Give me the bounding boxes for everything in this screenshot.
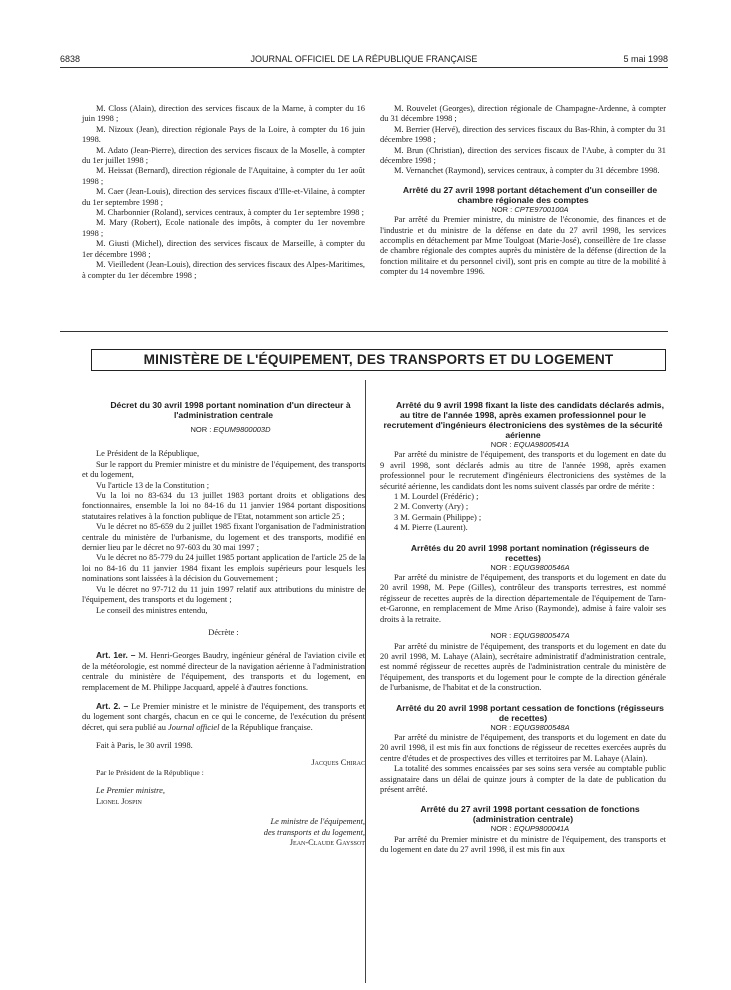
list-item: M. Vieilledent (Jean-Louis), direction des services fiscaux des Alpes-Maritimes, à compter du 1er décembre 1998 ; [82, 260, 365, 280]
list-item: M. Heissat (Bernard), direction régionale de l'Aquitaine, à compter du 1er août 1998 ; [82, 166, 365, 186]
article-1: Art. 1er. – M. Henri-Georges Baudry, ingénieur général de l'aviation civile et de la météorologie, est nommé directeur de la navigation aérienne à l'administration centrale du ministère de l'équipement, des transports et du logement, en remplacement de M. Philippe Jacquard, appelé à d'autres fonctions. [82, 650, 365, 692]
arrete-body: Par arrêté du ministre de l'équipement, des transports et du logement en date du 20 avril 1998, M. Pepe (Gilles), contrôleur des transports terrestres, est nommé régisseur de recettes auprès de la direction départementale de l'équipement de Tarn-et-Garonne, en remplacement de Mme Ariso (Raymonde), admise à faire valoir ses droits à la retraite. [380, 573, 666, 624]
nor-reference: NOR : EQUP9800041A [490, 824, 570, 834]
arrete-body: Par arrêté du ministre de l'équipement, des transports et du logement en date du 20 avril 1998, il est mis fin aux fonctions de régisseur de recettes exercées auprès du centre d'études et de prospectives des villes et territoires par M. Lahaye (Alain). [380, 732, 666, 763]
visa: Vu le décret no 85-779 du 24 juillet 1985 portant application de l'article 25 de la loi no 84-16 du 11 janvier 1984 fixant les emplois supérieurs pour lesquels les nominations sont laissées à la décision du Gouvernement ; [82, 553, 365, 584]
signature-president: Jacques Chirac [311, 757, 365, 767]
list-item: M. Brun (Christian), direction des services fiscaux de l'Aube, à compter du 31 décembre 1998 ; [380, 145, 666, 166]
pm-title: Le Premier ministre, [96, 786, 165, 796]
list-item: 3 M. Germain (Philippe) ; [394, 512, 482, 522]
minister-title: des transports et du logement, [263, 827, 365, 837]
page-number: 6838 [60, 54, 81, 64]
arrete-body: Par arrêté du Premier ministre et du ministre de l'équipement, des transports et du logement en date du 27 avril 1998, il est mis fin aux [380, 834, 666, 855]
column-divider [365, 380, 366, 983]
list-item: M. Closs (Alain), direction des services fiscaux de la Marne, à compter du 16 juin 1998 ; [82, 104, 365, 124]
nor-reference: NOR : EQUA9800541A [490, 440, 570, 449]
list-item: M. Rouvelet (Georges), direction régionale de Champagne-Ardenne, à compter du 31 décembre 1998 ; [380, 104, 666, 124]
arretes-column [380, 400, 666, 856]
fait-a: Fait à Paris, le 30 avril 1998. [96, 741, 193, 751]
visa: Vu le décret no 85-659 du 2 juillet 1985 fixant l'organisation de l'administration centrale du ministère de l'urbanisme, du logement et des transports, modifié en dernier lieu par le décret no 97-603 du 30 mai 1997 ; [82, 522, 365, 553]
list-item: M. Charbonnier (Roland), services centraux, à compter du 1er septembre 1998 ; [96, 208, 364, 218]
section-rule [60, 331, 668, 332]
nor-reference: NOR : CPTE9700100A [491, 204, 569, 214]
arrete-body: Par arrêté du ministre de l'équipement, des transports et du logement en date du 9 avril 1998, sont déclarés admis au titre de l'année 1998, après examen professionnel pour le recrutement d'ingénieurs électroniciens des systèmes de la sécurité aérienne, les candidats dont les noms suivent classés par ordre de mérite : [380, 450, 666, 491]
header-rule [60, 67, 668, 68]
arrete-title: Arrêté du 20 avril 1998 portant cessation de fonctions (régisseurs de recettes) [396, 702, 664, 723]
visa: Le conseil des ministres entendu, [96, 605, 208, 615]
visa: Vu le décret no 97-712 du 11 juin 1997 relatif aux attributions du ministre de l'équipement, des transports et du logement ; [82, 584, 365, 605]
nor-reference: NOR : EQUG9800546A [490, 562, 570, 572]
list-item: M. Adato (Jean-Pierre), direction des services fiscaux de la Moselle, à compter du 1er juillet 1998 ; [82, 145, 365, 166]
arrete-title: Arrêtés du 20 avril 1998 portant nomination (régisseurs de recettes) [410, 542, 650, 563]
arrete-body: Par arrêté du ministre de l'équipement, des transports et du logement en date du 20 avril 1998, M. Lahaye (Alain), secrétaire administratif d'administration centrale, est nommé régisseur de recettes auprès de l'administration centrale du ministère de l'équipement, des transports et du logement pour le compte de la direction générale de l'urbanisme, de l'habitat et de la construction. [380, 641, 666, 693]
decrete: Décrète : [208, 627, 239, 637]
par-le-president: Par le Président de la République : [96, 767, 204, 777]
visa: Vu l'article 13 de la Constitution ; [96, 480, 210, 490]
journal-title: JOURNAL OFFICIEL DE LA RÉPUBLIQUE FRANÇAISE [250, 54, 478, 64]
visa: Sur le rapport du Premier ministre et du ministre de l'équipement, des transports et du logement, [82, 459, 365, 480]
nor-reference: NOR : EQUM9800003D [190, 425, 271, 434]
top-left-column [82, 104, 365, 281]
list-item: M. Nizoux (Jean), direction régionale Pays de la Loire, à compter du 16 juin 1998. [82, 124, 365, 145]
nor-reference: NOR : EQUG9800547A [490, 631, 570, 641]
article-2: Art. 2. – Le Premier ministre et le ministre de l'équipement, des transports et du logement sont chargés, chacun en ce qui le concerne, de l'exécution du présent décret, qui sera publié au Journal officiel de la République française. [82, 700, 365, 732]
list-item: 4 M. Pierre (Laurent). [394, 523, 468, 533]
list-item: M. Berrier (Hervé), direction des services fiscaux du Bas-Rhin, à compter du 31 décembre 1998 ; [380, 124, 666, 145]
decret-title: Décret du 30 avril 1998 portant nomination d'un directeur à l'administration centrale [110, 400, 351, 420]
minister-name: Jean-Claude Gayssot [289, 838, 365, 847]
page-header [60, 54, 668, 68]
list-item: M. Mary (Robert), Ecole nationale des impôts, à compter du 1er novembre 1998 ; [82, 218, 365, 238]
arrete-body: Par arrêté du Premier ministre, du ministre de l'économie, des finances et de l'industrie et du ministre de la défense en date du 27 avril 1998, les services accomplis en détachement par Mme Toulgoat (Marie-José), conseillère de 1re classe de chambre régionale des comptes auprès du ministère de la défense (direction de la fonction militaire et du personnel civil), sont pris en compte au titre de la mobilité à compter du 14 novembre 1996. [380, 215, 666, 277]
minister-title: Le ministre de l'équipement, [270, 817, 365, 827]
issue-date: 5 mai 1998 [623, 54, 668, 64]
list-item: M. Caer (Jean-Louis), direction des services fiscaux d'Ille-et-Vilaine, à compter du 1er septembre 1998 ; [82, 187, 365, 207]
list-item: 1 M. Lourdel (Frédéric) ; [394, 492, 479, 502]
visa: Vu la loi no 83-634 du 13 juillet 1983 portant droits et obligations des fonctionnaires, ensemble la loi no 84-16 du 11 janvier 1984 portant dispositions statutaires relatives à la fonction publique de l'Etat, notamment son article 25 ; [82, 491, 365, 521]
list-item: 2 M. Converty (Ary) ; [394, 502, 469, 512]
pm-name: Lionel Jospin [96, 796, 142, 806]
list-item: M. Vernanchet (Raymond), services centraux, à compter du 31 décembre 1998. [394, 166, 660, 176]
top-right-column [380, 104, 666, 278]
list-item: M. Giusti (Michel), direction des services fiscaux de Marseille, à compter du 1er décembre 1998 ; [82, 239, 365, 259]
arrete-title: Arrêté du 27 avril 1998 portant cessation de fonctions (administration centrale) [420, 804, 640, 825]
ministry-banner: MINISTÈRE DE L'ÉQUIPEMENT, DES TRANSPORTS ET DU LOGEMENT [91, 349, 666, 371]
arrete-body: La totalité des sommes encaissées par ses soins sera versée au comptable public assignataire dans un délai de quinze jours à compter de la date de publication du présent arrêté. [380, 764, 666, 794]
decret-column [82, 400, 365, 848]
arrete-title: Arrêté du 9 avril 1998 fixant la liste des candidats déclarés admis, au titre de l'année 1998, après examen professionnel pour le recrutement d'ingénieurs électroniciens des systèmes de la sécurité aérienne [383, 400, 664, 440]
decret-intro: Le Président de la République, [96, 449, 200, 459]
nor-reference: NOR : EQUG9800548A [490, 722, 570, 732]
arrete-title: Arrêté du 27 avril 1998 portant détachement d'un conseiller de chambre régionale des comptes [402, 184, 658, 205]
